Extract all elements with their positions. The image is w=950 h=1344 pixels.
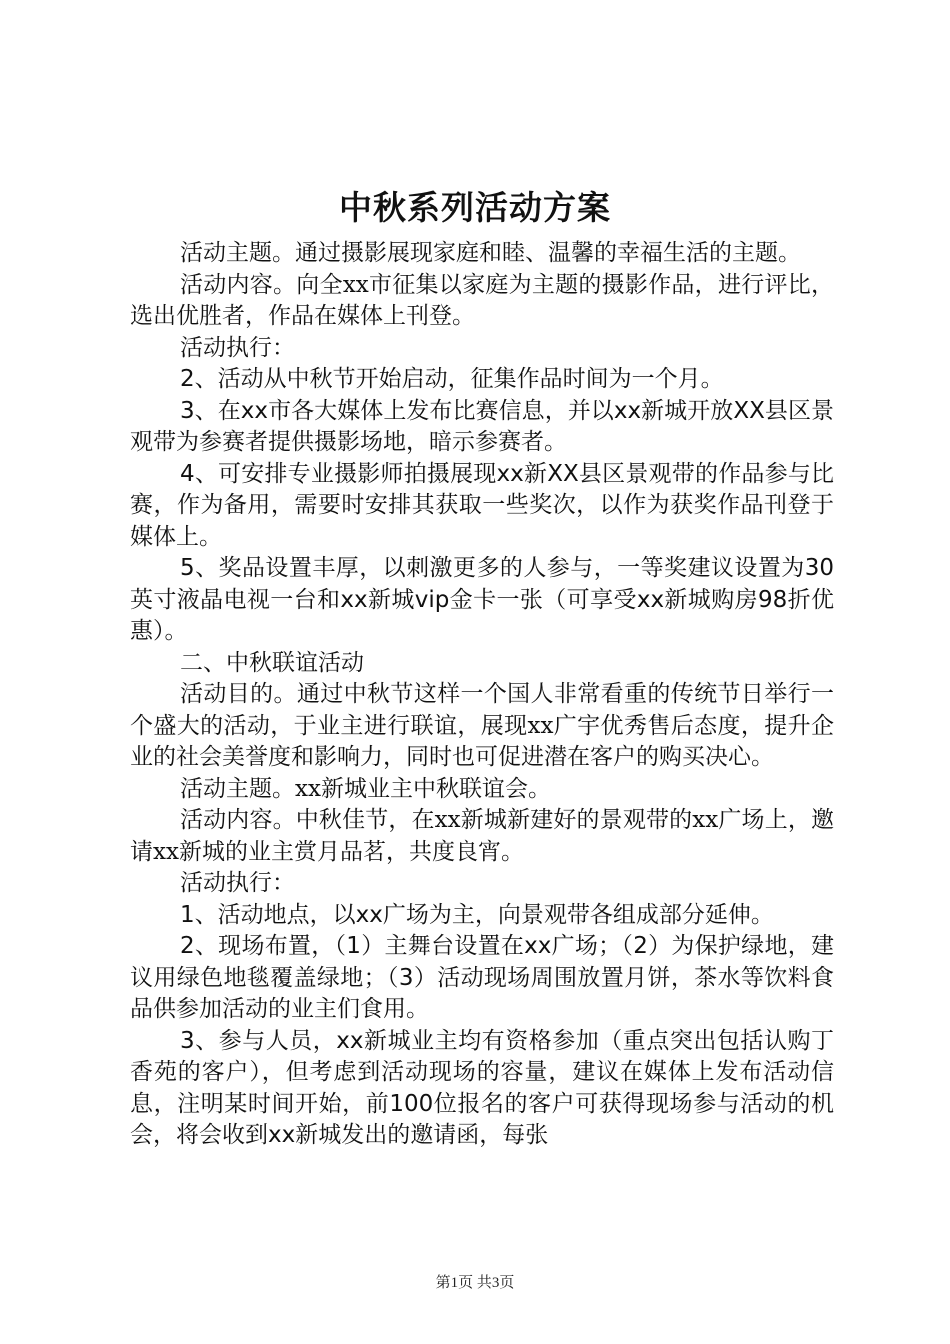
paragraph: 4、可安排专业摄影师拍摄展现xx新XX县区景观带的作品参与比赛，作为备用，需要时安排其获取一些奖次，以作为获奖作品刊登于媒体上。 bbox=[130, 460, 834, 550]
paragraph: 3、在xx市各大媒体上发布比赛信息，并以xx新城开放XX县区景观带为参赛者提供摄影场地，暗示参赛者。 bbox=[130, 397, 834, 455]
paragraph: 活动主题。通过摄影展现家庭和睦、温馨的幸福生活的主题。 bbox=[180, 240, 801, 266]
paragraph: 1、活动地点，以xx广场为主，向景观带各组成部分延伸。 bbox=[180, 901, 774, 928]
section-heading: 二、中秋联谊活动 bbox=[180, 649, 364, 676]
paragraph: 活动目的。通过中秋节这样一个国人非常看重的传统节日举行一个盛大的活动，于业主进行联谊，展现xx广宇优秀售后态度，提升企业的社会美誉度和影响力，同时也可促进潜在客户的购买决心。 bbox=[130, 681, 834, 770]
paragraph: 活动执行： bbox=[180, 870, 295, 896]
document-title: 中秋系列活动方案 bbox=[339, 188, 611, 227]
paragraph: 5、奖品设置丰厚，以刺激更多的人参与，一等奖建议设置为30英寸液晶电视一台和xx新城vip金卡一张（可享受xx新城购房98折优惠）。 bbox=[130, 555, 834, 644]
paragraph: 2、活动从中秋节开始启动，征集作品时间为一个月。 bbox=[180, 366, 724, 392]
paragraph: 活动主题。xx新城业主中秋联谊会。 bbox=[180, 775, 551, 802]
paragraph: 2、现场布置，（1）主舞台设置在xx广场；（2）为保护绿地，建议用绿色地毯覆盖绿地；（3）活动现场周围放置月饼，茶水等饮料食品供参加活动的业主们食用。 bbox=[130, 933, 834, 1022]
page-number-footer: 第1页 共3页 bbox=[435, 1275, 515, 1291]
document-body bbox=[130, 238, 834, 1152]
paragraph: 活动内容。中秋佳节，在xx新城新建好的景观带的xx广场上，邀请xx新城的业主赏月品茗，共度良宵。 bbox=[130, 807, 834, 865]
paragraph: 活动内容。向全xx市征集以家庭为主题的摄影作品，进行评比，选出优胜者，作品在媒体上刊登。 bbox=[130, 271, 834, 329]
paragraph: 活动执行： bbox=[180, 334, 295, 361]
paragraph: 3、参与人员，xx新城业主均有资格参加（重点突出包括认购丁香苑的客户），但考虑到活动现场的容量，建议在媒体上发布活动信息，注明某时间开始，前100位报名的客户可获得现场参与活动的机会，将会收到xx新城发出的邀请函，每张 bbox=[130, 1027, 834, 1148]
